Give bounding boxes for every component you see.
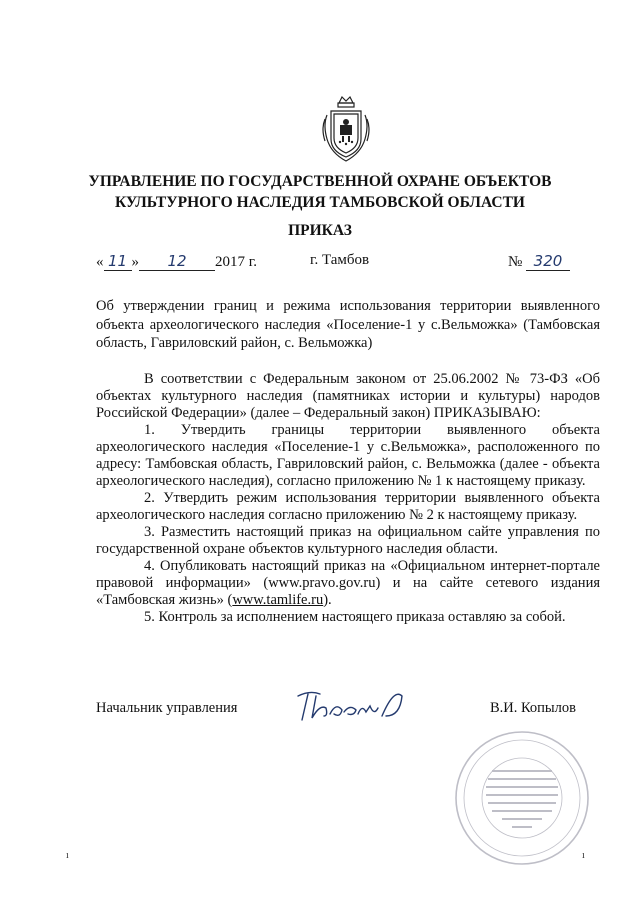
date-day: 11 [104, 252, 132, 271]
scan-mark-right: ı [582, 850, 585, 861]
order-subject: Об утверждении границ и режима использования территории выявленного объекта археологического наследия «Поселение-1 у с.Вельможка» (Тамбовская область, Гавриловский район, с. Вельможка) [96, 298, 600, 351]
date-quote-close: » [131, 254, 139, 270]
dateline [96, 252, 570, 274]
order-item-3: 3. Разместить настоящий приказ на официальном сайте управления по государственной охране объектов культурного наследия области. [96, 524, 600, 557]
date-quote-open: « [96, 254, 104, 270]
order-item-4-text: 4. Опубликовать настоящий приказ на «Официальном интернет-портале правовой информации» (www.pravo.gov.ru) и на сайте сетевого издания «Тамбовская жизнь» ( [96, 558, 600, 608]
order-item-5: 5. Контроль за исполнением настоящего приказа оставляю за собой. [144, 609, 566, 625]
order-preamble: В соответствии с Федеральным законом от 25.06.2002 № 73-ФЗ «Об объектах культурного наследия (памятниках истории и культуры) народов Российской Федерации» (далее – Федеральный закон) ПРИКАЗЫВАЮ: [96, 371, 600, 421]
signatory-name: В.И. Копылов [489, 700, 576, 716]
document-type: ПРИКАЗ [288, 222, 352, 239]
document-city: г. Тамбов [310, 252, 370, 268]
number-sign: № [507, 254, 523, 270]
number-value: 320 [526, 252, 570, 271]
authority-line-1: УПРАВЛЕНИЕ ПО ГОСУДАРСТВЕННОЙ ОХРАНЕ ОБЪЕКТОВ [88, 173, 552, 190]
document-number [508, 252, 570, 271]
handwritten-signature [290, 686, 410, 726]
date-year: 2017 г. [215, 254, 257, 270]
order-body [96, 371, 600, 626]
authority-line-2: КУЛЬТУРНОГО НАСЛЕДИЯ ТАМБОВСКОЙ ОБЛАСТИ [115, 194, 525, 211]
signatory-title: Начальник управления [96, 700, 238, 716]
date-month: 12 [139, 252, 215, 271]
scan-mark-left: ı [66, 850, 69, 861]
coat-of-arms-icon [319, 95, 373, 165]
order-item-4-end: ). [323, 592, 332, 608]
tamlife-link[interactable]: www.tamlife.ru [232, 592, 324, 608]
official-seal [452, 728, 592, 868]
order-item-2: 2. Утвердить режим использования территории выявленного объекта археологического наследия согласно приложению № 2 к настоящему приказу. [96, 490, 600, 523]
order-item-1: 1. Утвердить границы территории выявленного объекта археологического наследия «Поселение-1 у с.Вельможка», расположенного по адресу: Тамбовская область, Гавриловский район, с. Вельможка (далее - объекта археологического наследия), согласно приложению № 1 к настоящему приказу. [96, 422, 600, 489]
authority-name [40, 171, 600, 213]
document-date [96, 252, 257, 271]
order-item-4 [96, 558, 600, 609]
